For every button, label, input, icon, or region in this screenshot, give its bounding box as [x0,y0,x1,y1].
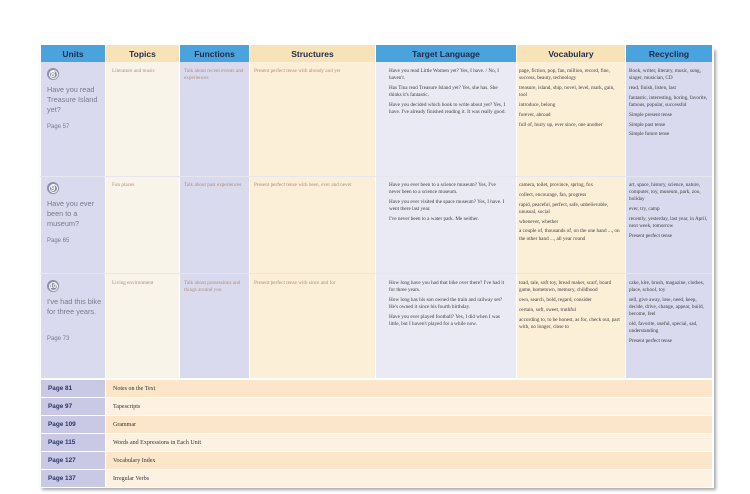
header-structures: Structures [249,45,375,62]
recycling-line: ever, try, camp [629,206,660,213]
unit-recycling [629,68,709,141]
header-vocabulary: Vocabulary [516,45,625,62]
recycling-line: Simple present tense [629,111,672,118]
unit-vocabulary [519,68,622,131]
vocab-line: a couple of, thousands of, on the one hand ..., on the other hand ..., all year round [519,228,620,242]
back-matter-row [40,398,712,415]
back-matter-row [40,434,712,451]
recycling-line: recently, yesterday, last year, in April, next week, tomorrow [629,216,708,230]
header-functions: Functions [179,45,249,62]
vocab-line: according to, to be honest, as for, check out, part with, no longer, close to [519,316,620,330]
back-matter-title: Grammar [105,416,712,433]
unit-function: Talk about recent events and experiences [184,68,244,82]
target-example: Have you decided which book to write about yet? Yes, I have. I've already finished reading it. It was really good. [389,102,506,116]
target-example: Have you ever been to a science museum? Yes, I've never been to a science museum. [389,182,496,196]
unit-target-language [389,68,507,119]
back-matter-title: Words and Expressions in Each Unit [105,434,712,451]
recycling-line: Simple past tense [629,121,666,128]
unit-structure: Present perfect tense with since and for [254,280,336,286]
unit-vocabulary [519,182,622,245]
vocab-line: page, fiction, pop, fan, million, record, fine, success, beauty, technology [519,68,610,82]
back-matter-page: Page 81 [40,380,105,397]
unit-function: Talk about possessions and things around you [184,280,241,294]
unit-recycling [629,182,709,243]
vocab-line: toad, tale, soft toy, bread maker, scarf, board game, hometown, memory, childhood [519,280,612,294]
recycling-line: sell, give away, lose, need, keep, decide, drive, change, appear, build, become, feel [629,297,704,318]
unit-vocabulary [519,280,622,334]
header-topics: Topics [105,45,179,62]
unit-number-badge: 9 [47,182,59,194]
vocab-line: full of, hurry up, ever since, one another [519,121,603,128]
vocab-line: forever, abroad [519,111,551,118]
back-matter-row [40,416,712,433]
target-example: How long have you had that bike over there? I've had it for three years. [389,280,505,294]
unit-topic: Fun places [112,182,135,188]
recycling-line: art, space, history, science, nature, computer, toy, museum, park, zoo, holiday [629,182,701,203]
back-matter-title: Vocabulary Index [105,452,712,469]
unit-page: Page 73 [47,336,70,342]
vocab-line: camera, toilet, province, spring, fox [519,182,594,188]
back-matter-title: Irregular Verbs [105,470,712,487]
target-example: Have you read Little Women yet? Yes, I have. / No, I haven't. [389,68,499,82]
vocab-line: treasure, island, ship, novel, level, mark, gain, tool [519,85,615,99]
recycling-line: Present perfect tense [629,233,672,239]
vocab-line: certain, soft, sweet, truthful [519,306,577,313]
target-example: How long has his son owned the train and railway set? He's owned it since his fourth birthday. [389,297,503,311]
vocab-line: own, search, hold, regard, consider [519,297,592,303]
back-matter-row [40,452,712,469]
unit-title: Have you ever been to a museum? [47,199,95,228]
header-units: Units [40,45,105,62]
back-matter-row [40,470,712,487]
functions-column [179,62,249,378]
target-example: Have you ever visited the space museum? Yes, I have. I went there last year. [389,199,505,213]
target-example: I've never been to a water park. Me neither. [389,216,479,222]
target-example: Have you ever played football? Yes, I did when I was little, but I haven't played for a while now. [389,314,500,328]
row-divider [40,176,712,177]
topics-column [105,62,179,378]
unit-structure: Present perfect tense with already and yet [254,68,341,74]
recycling-line: Simple future tense [629,131,670,138]
vocab-line: whenever, whether [519,218,559,225]
back-matter-page: Page 109 [40,416,105,433]
back-matter-title: Tapescripts [105,398,712,415]
unit-page: Page 65 [47,238,70,244]
unit-recycling [629,280,709,348]
vocab-line: rapid, peaceful, perfect, safe, unbelievable, unusual, social [519,201,609,215]
back-matter-title: Notes on the Text [105,380,712,397]
structures-column [249,62,375,378]
unit-target-language [389,280,507,331]
back-matter-page: Page 127 [40,452,105,469]
header-target-language: Target Language [375,45,516,62]
unit-topic: Literature and music [112,68,155,74]
back-matter-page: Page 115 [40,434,105,451]
unit-title: I've had this bike for three years. [47,297,102,316]
vocab-line: collect, encourage, fan, progress [519,191,587,198]
row-divider [40,273,712,274]
unit-title: Have you read Treasure Island yet? [47,85,98,114]
back-matter-row [40,380,712,397]
unit-function: Talk about past experiences [184,182,242,188]
vocab-line: introduce, belong [519,102,556,108]
back-matter-page: Page 137 [40,470,105,487]
target-example: Has Tina read Treasure Island yet? Yes, she has. She thinks it's fantastic. [389,85,498,99]
recycling-line: read, finish, listen, last [629,85,676,91]
recycling-line: cake, kite, brush, magazine, clothes, place, school, toy [629,280,705,294]
unit-target-language [389,182,507,226]
unit-page: Page 57 [47,124,70,130]
unit-number-badge: 10 [47,280,59,292]
unit-structure: Present perfect tense with been, ever and never [254,182,352,188]
recycling-line: Present perfect tense [629,338,672,345]
unit-number-badge: 8 [47,68,59,80]
header-recycling: Recycling [625,45,712,62]
unit-topic: Living environment [112,280,154,286]
recycling-line: old, favorite, useful, special, sad, understanding [629,321,698,335]
recycling-line: Book, writer, literary, music, song, singer, musician, CD [629,68,701,82]
recycling-line: fantastic, interesting, boring, favorite, famous, popular, successful [629,94,708,108]
back-matter-page: Page 97 [40,398,105,415]
